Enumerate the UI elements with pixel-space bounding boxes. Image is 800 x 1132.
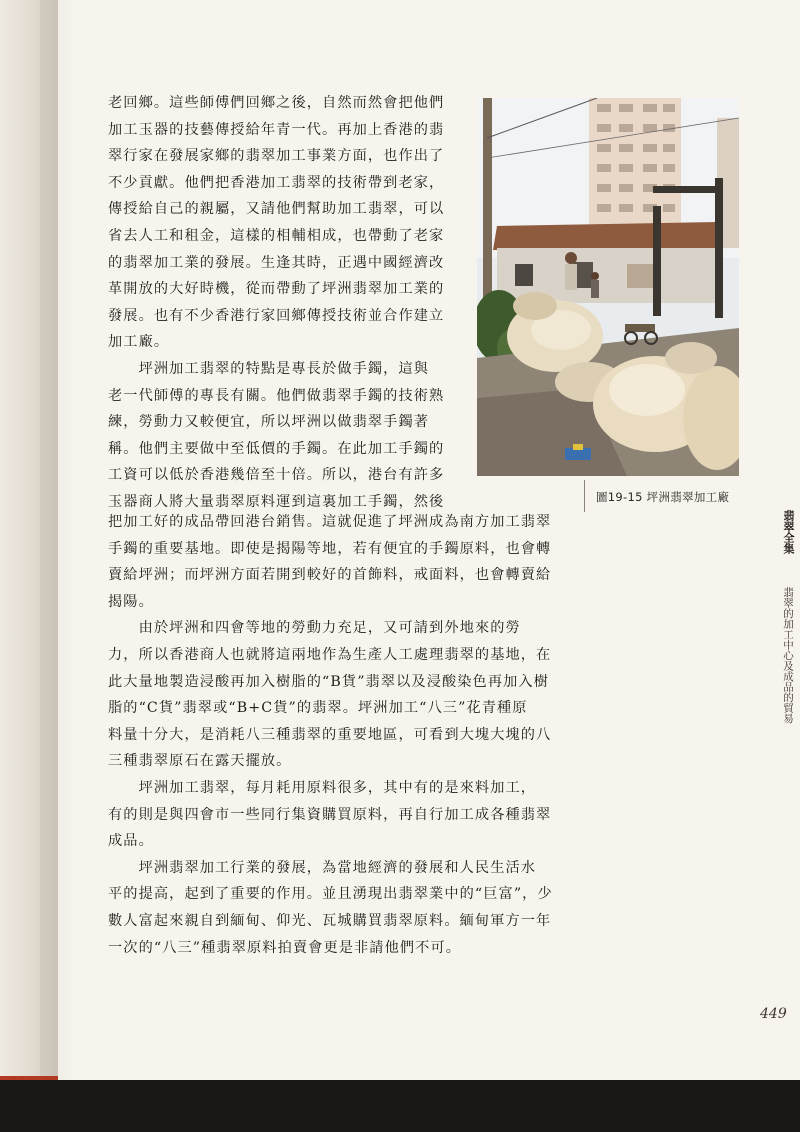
photo-caption: 圖19-15 坪洲翡翠加工廠 [596, 490, 730, 504]
body-text-lower: 把加工好的成品帶回港台銷售。這就促進了坪洲成為南方加工翡翠 手鐲的重要基地。即使是揭陽等地，若有便宜的手鐲原料，也會轉 賣給坪洲；而坪洲方面若開到較好的首飾料，戒面料，也會轉賣給 揭陽。 由於坪洲和四會等地的勞動力充足，又可請到外地來的勞 力，所以香港商人也就將這兩地作為生產人工處理翡翠的基地，在 此大量地製造浸酸再加入樹脂的“B貨”翡翠以及浸酸染色再加入樹 脂的“C貨”翡翠或“B+C貨”的翡翠。坪洲加工“八三”花青種原 料量十分大，是消耗八三種翡翠的重要地區，可看到大塊大塊的八 三種翡翠原石在露天擺放。 坪洲加工翡翠，每月耗用原料很多，其中有的是來料加工， 有的則是與四會市一些同行集資購買原料，再自行加工成各種翡翠 成品。 坪洲翡翠加工行業的發展，為當地經濟的發展和人民生活水 平的提高，起到了重要的作用。並且湧現出翡翠業中的“巨富”，少 數人富起來親自到緬甸、仰光、瓦城購買翡翠原料。緬甸軍方一年 一次的“八三”種翡翠原料拍賣會更是非請他們不可。 [108, 514, 553, 956]
page-number: 449 [760, 1006, 787, 1022]
scan-bottom-band [0, 1080, 800, 1132]
running-book-title: 翡翠全集 [782, 510, 795, 554]
photo-jade-factory [477, 98, 739, 476]
caption-marker [584, 480, 585, 512]
body-text-top: 老回鄉。這些師傅們回鄉之後，自然而然會把他們 加工玉器的技藝傳授給年青一代。再加上香港的翡 翠行家在發展家鄉的翡翠加工事業方面，也作出了 不少貢獻。他們把香港加工翡翠的技術帶到老家， 傳授給自己的親屬，又請他們幫助加工翡翠，可以 省去人工和租金，這樣的相輔相成，也帶動了老家 的翡翠加工業的發展。生逢其時，正遇中國經濟改 革開放的大好時機，從而帶動了坪洲翡翠加工業的 發展。也有不少香港行家回鄉傳授技術並合作建立 加工廠。 坪洲加工翡翠的特點是專長於做手鐲，這與 老一代師傅的專長有關。他們做翡翠手鐲的技術熟 練，勞動力又較便宜，所以坪洲以做翡翠手鐲著 稱。他們主要做中至低價的手鐲。在此加工手鐲的 工資可以低於香港幾倍至十倍。所以，港台有許多 玉器商人將大量翡翠原料運到這裏加工手鐲，然後 [108, 95, 445, 510]
gutter-shadow [40, 0, 76, 1080]
running-chapter-title: 翡翠的加工中心及成品的貿易 [782, 587, 794, 724]
